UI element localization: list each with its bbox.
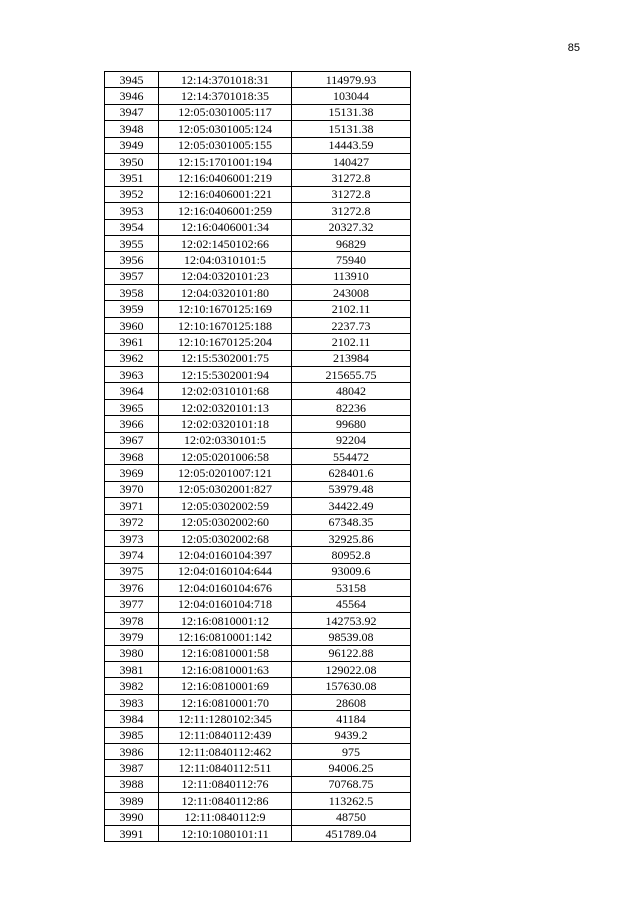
cadastral-number-cell: 12:16:0810001:70: [159, 694, 292, 710]
table-row: [105, 137, 411, 153]
value-cell: 41184: [292, 711, 411, 727]
table-row: [105, 727, 411, 743]
value-cell: 103044: [292, 88, 411, 104]
table-row: [105, 285, 411, 301]
cadastral-number-cell: 12:05:0302002:68: [159, 530, 292, 546]
table-row: [105, 399, 411, 415]
value-cell: 9439.2: [292, 727, 411, 743]
table-row: [105, 301, 411, 317]
cadastral-number-cell: 12:15:1701001:194: [159, 153, 292, 169]
row-number-cell: 3966: [105, 416, 159, 432]
cadastral-number-cell: 12:11:0840112:462: [159, 744, 292, 760]
value-cell: 48750: [292, 809, 411, 825]
cadastral-number-cell: 12:15:5302001:75: [159, 350, 292, 366]
table-row: [105, 678, 411, 694]
value-cell: 157630.08: [292, 678, 411, 694]
cadastral-number-cell: 12:15:5302001:94: [159, 367, 292, 383]
table-body: [105, 72, 411, 842]
value-cell: 98539.08: [292, 629, 411, 645]
row-number-cell: 3972: [105, 514, 159, 530]
table-row: [105, 72, 411, 88]
table-row: [105, 367, 411, 383]
table-row: [105, 465, 411, 481]
table-row: [105, 317, 411, 333]
row-number-cell: 3983: [105, 694, 159, 710]
row-number-cell: 3977: [105, 596, 159, 612]
cadastral-number-cell: 12:04:0320101:23: [159, 268, 292, 284]
table-row: [105, 498, 411, 514]
table-row: [105, 170, 411, 186]
table-row: [105, 448, 411, 464]
row-number-cell: 3971: [105, 498, 159, 514]
cadastral-number-cell: 12:16:0810001:58: [159, 645, 292, 661]
cadastral-number-cell: 12:04:0320101:80: [159, 285, 292, 301]
row-number-cell: 3986: [105, 744, 159, 760]
row-number-cell: 3946: [105, 88, 159, 104]
cadastral-number-cell: 12:05:0201007:121: [159, 465, 292, 481]
value-cell: 243008: [292, 285, 411, 301]
row-number-cell: 3988: [105, 776, 159, 792]
page-number: 85: [567, 42, 580, 54]
value-cell: 82236: [292, 399, 411, 415]
row-number-cell: 3989: [105, 793, 159, 809]
value-cell: 213984: [292, 350, 411, 366]
row-number-cell: 3973: [105, 530, 159, 546]
value-cell: 31272.8: [292, 203, 411, 219]
table-row: [105, 121, 411, 137]
row-number-cell: 3957: [105, 268, 159, 284]
table-row: [105, 350, 411, 366]
cadastral-number-cell: 12:16:0810001:12: [159, 612, 292, 628]
row-number-cell: 3964: [105, 383, 159, 399]
cadastral-number-cell: 12:04:0160104:397: [159, 547, 292, 563]
cadastral-number-cell: 12:16:0406001:221: [159, 186, 292, 202]
row-number-cell: 3980: [105, 645, 159, 661]
row-number-cell: 3948: [105, 121, 159, 137]
table-row: [105, 235, 411, 251]
cadastral-number-cell: 12:02:0330101:5: [159, 432, 292, 448]
row-number-cell: 3951: [105, 170, 159, 186]
value-cell: 99680: [292, 416, 411, 432]
value-cell: 554472: [292, 448, 411, 464]
cadastral-number-cell: 12:04:0160104:718: [159, 596, 292, 612]
cadastral-number-cell: 12:10:1670125:169: [159, 301, 292, 317]
value-cell: 28608: [292, 694, 411, 710]
table-row: [105, 547, 411, 563]
row-number-cell: 3953: [105, 203, 159, 219]
value-cell: 2102.11: [292, 334, 411, 350]
value-cell: 129022.08: [292, 662, 411, 678]
table-row: [105, 153, 411, 169]
value-cell: 114979.93: [292, 72, 411, 88]
row-number-cell: 3975: [105, 563, 159, 579]
table-row: [105, 416, 411, 432]
table-row: [105, 662, 411, 678]
value-cell: 70768.75: [292, 776, 411, 792]
value-cell: 14443.59: [292, 137, 411, 153]
table-row: [105, 744, 411, 760]
cadastral-number-cell: 12:02:0320101:13: [159, 399, 292, 415]
cadastral-number-cell: 12:10:1670125:204: [159, 334, 292, 350]
cadastral-number-cell: 12:14:3701018:35: [159, 88, 292, 104]
cadastral-number-cell: 12:16:0810001:69: [159, 678, 292, 694]
table-row: [105, 432, 411, 448]
table-row: [105, 760, 411, 776]
cadastral-number-cell: 12:16:0810001:63: [159, 662, 292, 678]
cadastral-number-cell: 12:10:1080101:11: [159, 825, 292, 841]
value-cell: 53979.48: [292, 481, 411, 497]
row-number-cell: 3984: [105, 711, 159, 727]
cadastral-number-cell: 12:05:0302002:60: [159, 514, 292, 530]
cadastral-number-cell: 12:11:0840112:9: [159, 809, 292, 825]
value-cell: 2237.73: [292, 317, 411, 333]
value-cell: 32925.86: [292, 530, 411, 546]
table-row: [105, 383, 411, 399]
value-cell: 34422.49: [292, 498, 411, 514]
value-cell: 215655.75: [292, 367, 411, 383]
value-cell: 15131.38: [292, 121, 411, 137]
row-number-cell: 3955: [105, 235, 159, 251]
table-row: [105, 104, 411, 120]
value-cell: 142753.92: [292, 612, 411, 628]
table-row: [105, 203, 411, 219]
row-number-cell: 3970: [105, 481, 159, 497]
table-row: [105, 219, 411, 235]
value-cell: 15131.38: [292, 104, 411, 120]
row-number-cell: 3954: [105, 219, 159, 235]
cadastral-number-cell: 12:11:0840112:511: [159, 760, 292, 776]
table-row: [105, 514, 411, 530]
row-number-cell: 3961: [105, 334, 159, 350]
value-cell: 975: [292, 744, 411, 760]
cadastral-number-cell: 12:05:0301005:124: [159, 121, 292, 137]
value-cell: 96829: [292, 235, 411, 251]
value-cell: 45564: [292, 596, 411, 612]
table-row: [105, 596, 411, 612]
row-number-cell: 3982: [105, 678, 159, 694]
row-number-cell: 3974: [105, 547, 159, 563]
table-row: [105, 268, 411, 284]
row-number-cell: 3952: [105, 186, 159, 202]
table-row: [105, 612, 411, 628]
value-cell: 75940: [292, 252, 411, 268]
table-row: [105, 711, 411, 727]
row-number-cell: 3976: [105, 580, 159, 596]
cadastral-number-cell: 12:11:0840112:439: [159, 727, 292, 743]
table-row: [105, 530, 411, 546]
cadastral-number-cell: 12:05:0201006:58: [159, 448, 292, 464]
cadastral-number-cell: 12:16:0406001:259: [159, 203, 292, 219]
table-row: [105, 645, 411, 661]
cadastral-number-cell: 12:04:0310101:5: [159, 252, 292, 268]
table-row: [105, 186, 411, 202]
table-row: [105, 629, 411, 645]
cadastral-number-cell: 12:02:0320101:18: [159, 416, 292, 432]
row-number-cell: 3958: [105, 285, 159, 301]
cadastral-number-cell: 12:05:0302001:827: [159, 481, 292, 497]
cadastral-number-cell: 12:10:1670125:188: [159, 317, 292, 333]
value-cell: 94006.25: [292, 760, 411, 776]
cadastral-number-cell: 12:16:0406001:34: [159, 219, 292, 235]
table-row: [105, 334, 411, 350]
cadastral-number-cell: 12:05:0301005:117: [159, 104, 292, 120]
table-row: [105, 252, 411, 268]
table-row: [105, 694, 411, 710]
row-number-cell: 3959: [105, 301, 159, 317]
cadastral-number-cell: 12:11:0840112:76: [159, 776, 292, 792]
value-cell: 628401.6: [292, 465, 411, 481]
table-row: [105, 825, 411, 841]
row-number-cell: 3949: [105, 137, 159, 153]
value-cell: 140427: [292, 153, 411, 169]
table-row: [105, 481, 411, 497]
table-row: [105, 88, 411, 104]
cadastral-number-cell: 12:11:0840112:86: [159, 793, 292, 809]
row-number-cell: 3990: [105, 809, 159, 825]
table-row: [105, 793, 411, 809]
cadastral-number-cell: 12:04:0160104:644: [159, 563, 292, 579]
value-cell: 2102.11: [292, 301, 411, 317]
row-number-cell: 3979: [105, 629, 159, 645]
row-number-cell: 3978: [105, 612, 159, 628]
value-cell: 48042: [292, 383, 411, 399]
row-number-cell: 3985: [105, 727, 159, 743]
table-row: [105, 776, 411, 792]
value-cell: 80952.8: [292, 547, 411, 563]
row-number-cell: 3965: [105, 399, 159, 415]
table-row: [105, 809, 411, 825]
value-cell: 113910: [292, 268, 411, 284]
row-number-cell: 3981: [105, 662, 159, 678]
table-row: [105, 563, 411, 579]
cadastral-number-cell: 12:05:0301005:155: [159, 137, 292, 153]
cadastral-number-cell: 12:16:0810001:142: [159, 629, 292, 645]
cadastral-number-cell: 12:02:0310101:68: [159, 383, 292, 399]
row-number-cell: 3967: [105, 432, 159, 448]
cadastral-number-cell: 12:16:0406001:219: [159, 170, 292, 186]
value-cell: 67348.35: [292, 514, 411, 530]
row-number-cell: 3950: [105, 153, 159, 169]
table-row: [105, 580, 411, 596]
row-number-cell: 3945: [105, 72, 159, 88]
value-cell: 31272.8: [292, 170, 411, 186]
cadastral-number-cell: 12:05:0302002:59: [159, 498, 292, 514]
value-cell: 31272.8: [292, 186, 411, 202]
row-number-cell: 3947: [105, 104, 159, 120]
cadastral-number-cell: 12:02:1450102:66: [159, 235, 292, 251]
row-number-cell: 3968: [105, 448, 159, 464]
value-cell: 53158: [292, 580, 411, 596]
row-number-cell: 3956: [105, 252, 159, 268]
row-number-cell: 3963: [105, 367, 159, 383]
value-cell: 20327.32: [292, 219, 411, 235]
cadastral-number-cell: 12:14:3701018:31: [159, 72, 292, 88]
value-cell: 93009.6: [292, 563, 411, 579]
value-cell: 113262.5: [292, 793, 411, 809]
row-number-cell: 3987: [105, 760, 159, 776]
row-number-cell: 3962: [105, 350, 159, 366]
data-table: [104, 71, 411, 842]
row-number-cell: 3960: [105, 317, 159, 333]
value-cell: 92204: [292, 432, 411, 448]
value-cell: 96122.88: [292, 645, 411, 661]
row-number-cell: 3969: [105, 465, 159, 481]
cadastral-number-cell: 12:11:1280102:345: [159, 711, 292, 727]
row-number-cell: 3991: [105, 825, 159, 841]
value-cell: 451789.04: [292, 825, 411, 841]
cadastral-number-cell: 12:04:0160104:676: [159, 580, 292, 596]
